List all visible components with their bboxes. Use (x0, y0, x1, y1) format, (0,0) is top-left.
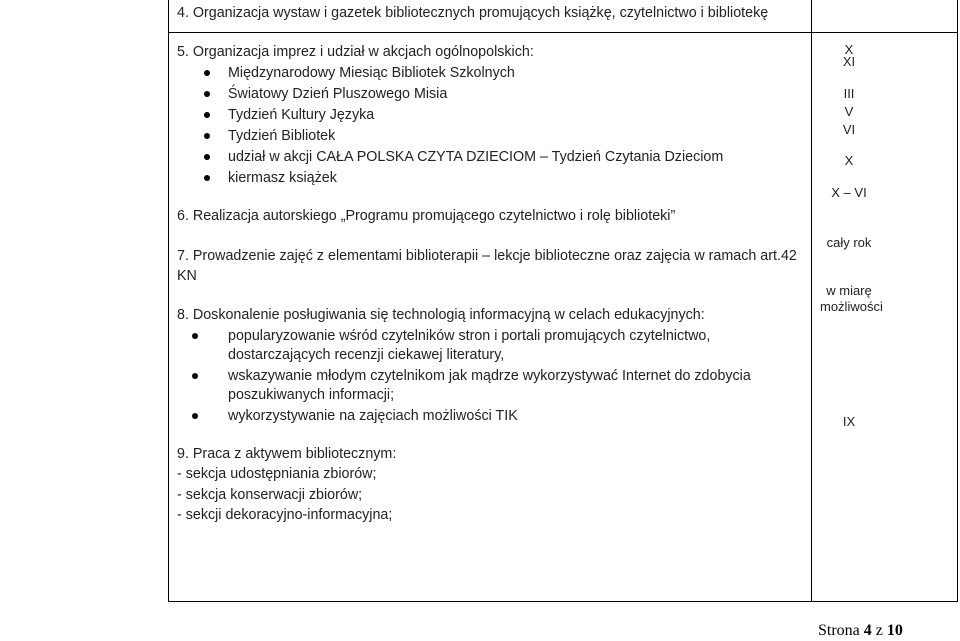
item-7-line-2: KN (177, 268, 197, 284)
item-5-bullet-5: udział w akcji CAŁA POLSKA CZYTA DZIECIOM – Tydzień Czytania Dzieciom (228, 149, 724, 165)
term-item-5-bullet-1: XI (842, 54, 856, 69)
bullet-icon (192, 333, 198, 339)
term-item-8-line-1: w miarę (826, 283, 872, 298)
item-4-text: 4. Organizacja wystaw i gazetek bibliotecznych promujących książkę, czytelnictwo i bibliotekę (177, 5, 769, 21)
item-5-bullet-2: Światowy Dzień Pluszowego Misia (228, 86, 448, 102)
table-top-divider (168, 32, 958, 33)
term-item-5-bullet-4: VI (842, 122, 856, 137)
bullet-icon (204, 70, 210, 76)
item-5-bullet-6: kiermasz książek (228, 170, 337, 186)
term-item-5-bullet-2: III (843, 86, 855, 101)
bullet-icon (204, 112, 210, 118)
bullet-icon (192, 413, 198, 419)
item-8-bullet-2-line-2: poszukiwanych informacji; (228, 387, 395, 403)
footer-page-total: 10 (886, 622, 903, 639)
table-left-border (168, 0, 169, 602)
item-5-bullet-3: Tydzień Kultury Języka (228, 107, 375, 123)
footer-page-number: 4 (863, 622, 872, 639)
item-8-title: 8. Doskonalenie posługiwania się technologią informacyjną w celach edukacyjnych: (177, 307, 705, 323)
page-footer (818, 621, 903, 641)
footer-prefix: Strona (818, 622, 864, 639)
item-9-line-2: - sekcja konserwacji zbiorów; (177, 487, 363, 503)
bullet-icon (204, 91, 210, 97)
item-8-bullet-1-line-1: popularyzowanie wśród czytelników stron i portali promujących czytelnictwo, (228, 328, 711, 344)
term-item-5-bullet-3: V (844, 104, 854, 119)
term-item-5-bullet-5: X (844, 153, 854, 168)
bullet-icon (192, 373, 198, 379)
term-item-7: cały rok (826, 235, 872, 250)
item-5-bullet-1: Międzynarodowy Miesiąc Bibliotek Szkolnych (228, 65, 515, 81)
table-right-border (957, 0, 958, 602)
item-9-title: 9. Praca z aktywem bibliotecznym: (177, 446, 397, 462)
term-item-5-intro: X (844, 42, 854, 57)
bullet-icon (204, 133, 210, 139)
bullet-icon (204, 154, 210, 160)
table-column-divider (811, 0, 812, 602)
item-7-line-1: 7. Prowadzenie zajęć z elementami biblioterapii – lekcje biblioteczne oraz zajęcia w ramach art.42 (177, 248, 797, 264)
term-item-9: IX (842, 414, 856, 429)
item-9-line-1: - sekcja udostępniania zbiorów; (177, 466, 377, 482)
bullet-icon (204, 175, 210, 181)
term-item-6: X – VI (831, 185, 867, 200)
footer-mid: z (871, 622, 887, 639)
item-5-bullet-4: Tydzień Bibliotek (228, 128, 336, 144)
item-8-bullet-2-line-1: wskazywanie młodym czytelnikom jak mądrze wykorzystywać Internet do zdobycia (228, 368, 751, 384)
item-9-line-3: - sekcji dekoracyjno-informacyjna; (177, 507, 393, 523)
item-8-bullet-3-line-1: wykorzystywanie na zajęciach możliwości TIK (228, 408, 518, 424)
item-8-bullet-1-line-2: dostarczających recenzji ciekawej literatury, (228, 347, 505, 363)
item-6-text: 6. Realizacja autorskiego „Programu promującego czytelnictwo i rolę biblioteki” (177, 208, 676, 224)
term-item-8-line-2: możliwości (820, 299, 883, 314)
item-5-title: 5. Organizacja imprez i udział w akcjach ogólnopolskich: (177, 44, 534, 60)
table-bottom-border (168, 601, 958, 602)
